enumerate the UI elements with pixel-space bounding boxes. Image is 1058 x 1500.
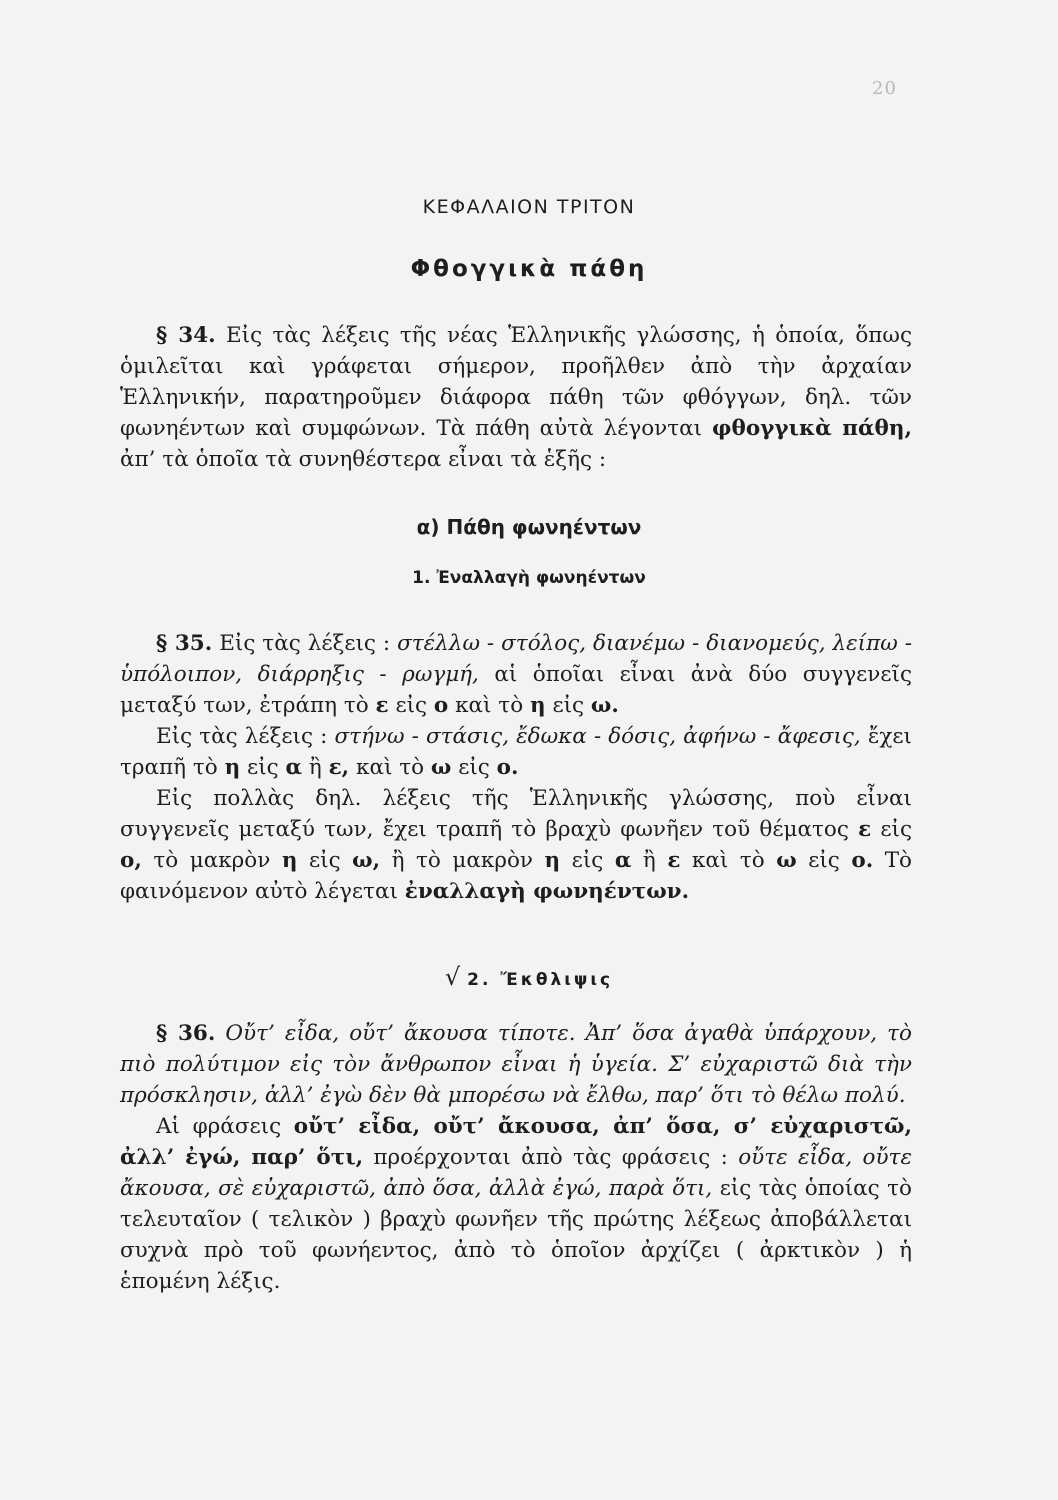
letter: η bbox=[529, 693, 546, 718]
letter: ο bbox=[433, 693, 449, 718]
letter: ω, bbox=[352, 848, 381, 873]
letter: ω. bbox=[590, 693, 619, 718]
subsection-heading-1: 1. Ἐναλλαγὴ φωνηέντων bbox=[412, 568, 646, 588]
paragraph-35 bbox=[120, 628, 912, 907]
text: Εἰς τὰς λέξεις : bbox=[212, 631, 398, 656]
text: εἰς bbox=[451, 755, 497, 780]
term: φθογγικὰ πάθη, bbox=[712, 416, 912, 441]
text: Αἱ φράσεις bbox=[156, 1114, 294, 1139]
term: οὔτ’ εἶδα, οὔτ’ ἄκουσα, ἀπ’ ὅσα, σ’ εὐχαριστῶ, ἀλλ’ ἐγώ, παρ’ ὅτι, bbox=[120, 1114, 913, 1170]
letter: α bbox=[614, 848, 632, 873]
subsection-heading-2 bbox=[0, 963, 1058, 991]
text: εἰς bbox=[796, 848, 852, 873]
chapter-heading: ΚΕΦΑΛΑΙΟΝ ΤΡΙΤΟΝ bbox=[422, 196, 636, 218]
letter: ο. bbox=[496, 755, 519, 780]
page-number: 20 bbox=[872, 78, 897, 99]
example: οὔτε εἶδα, οὔτε ἄκουσα, σὲ εὐχαριστῶ, ἀπὸ ὅσα, ἀλλὰ ἐγώ, παρὰ ὅτι, bbox=[120, 1145, 912, 1201]
letter: ε, bbox=[328, 755, 350, 780]
term: ἐναλλαγὴ φωνηέντων. bbox=[404, 879, 690, 904]
letter: ε bbox=[375, 693, 389, 718]
letter: ο. bbox=[851, 848, 874, 873]
text: ἢ bbox=[302, 755, 329, 780]
text: καὶ τὸ bbox=[349, 755, 431, 780]
section-number: § 36. bbox=[156, 1021, 216, 1046]
section-number: § 35. bbox=[156, 631, 213, 656]
example: στέλλω - στόλος, διανέμω - διανομεύς, λείπω - ὑπόλοιπον, διάρρηξις - ρωγμή, bbox=[120, 631, 912, 687]
text: ἀπ’ τὰ ὁποῖα τὰ συνηθέστερα εἶναι τὰ ἑξῆς : bbox=[120, 447, 607, 472]
letter: η bbox=[281, 848, 298, 873]
letter: ω bbox=[776, 848, 797, 873]
example: στήνω - στάσις, ἔδωκα - δόσις, ἀφήνω - ἄφεσις, bbox=[334, 724, 861, 749]
text: εἰς bbox=[545, 693, 591, 718]
text: ἢ τὸ μακρὸν bbox=[380, 848, 545, 873]
section-number: § 34. bbox=[156, 323, 216, 348]
letter: ο, bbox=[120, 848, 142, 873]
text: εἰς τὰς ὁποίας τὸ τελευταῖον ( τελικὸν ) βραχὺ φωνῆεν τῆς πρώτης λέξεως ἀποβάλλεται συχνὰ πρὸ τοῦ φωνήεντος, ἀπὸ τὸ ὁποῖον ἀρχίζει ( ἀρκτικὸν ) ἡ ἑπομένη λέξις. bbox=[120, 1176, 913, 1294]
text: καὶ τὸ bbox=[448, 693, 530, 718]
subsection-heading-2-text: 2. Ἔκθλιψις bbox=[467, 970, 614, 990]
subsection-heading-a: α) Πάθη φωνηέντων bbox=[416, 515, 642, 539]
text: προέρχονται ἀπὸ τὰς φράσεις : bbox=[363, 1145, 739, 1170]
text: Εἰς τὰς λέξεις τῆς νέας Ἑλληνικῆς γλώσσης, ἡ ὁποία, ὅπως ὁμιλεῖται καὶ γράφεται σήμερον, προῆλθεν ἀπὸ τὴν ἀρχαίαν Ἑλληνικήν, παρατηροῦμεν διάφορα πάθη τῶν φθόγγων, δηλ. τῶν φωνηέντων καὶ συμφώνων. Τὰ πάθη αὐτὰ λέγονται bbox=[120, 323, 912, 441]
text: εἰς bbox=[388, 693, 434, 718]
page-title: Φθογγικὰ πάθη bbox=[410, 256, 648, 282]
text: εἰς bbox=[297, 848, 353, 873]
letter: α bbox=[285, 755, 303, 780]
letter: η bbox=[544, 848, 561, 873]
text: εἰς bbox=[240, 755, 286, 780]
example: Οὔτ’ εἶδα, οὔτ’ ἄκουσα τίποτε. Ἀπ’ ὅσα ἀγαθὰ ὑπάρχουν, τὸ πιὸ πολύτιμον εἰς τὸν ἄνθρωπον εἶναι ἡ ὑγεία. Σ’ εὐχαριστῶ διὰ τὴν πρόσκλησιν, ἀλλ’ ἐγὼ δὲν θὰ μπορέσω νὰ ἔλθω, παρ’ ὅτι τὸ θέλω πολύ. bbox=[120, 1021, 912, 1108]
text: ἢ bbox=[631, 848, 668, 873]
letter: η bbox=[224, 755, 241, 780]
text: αἱ ὁποῖαι εἶναι ἀνὰ δύο συγγενεῖς μεταξύ των, ἐτράπη τὸ bbox=[120, 662, 912, 718]
letter: ω bbox=[430, 755, 452, 780]
text: τὸ μακρὸν bbox=[141, 848, 282, 873]
text: Εἰς πολλὰς δηλ. λέξεις τῆς Ἑλληνικῆς γλώσσης, ποὺ εἶναι συγγενεῖς μεταξύ των, ἔχει τραπῆ τὸ βραχὺ φωνῆεν τοῦ θέματος bbox=[120, 786, 912, 842]
paragraph-34 bbox=[120, 320, 912, 475]
text: εἰς bbox=[560, 848, 615, 873]
paragraph-36 bbox=[120, 1018, 912, 1297]
text: Εἰς τὰς λέξεις : bbox=[156, 724, 335, 749]
text: Τὸ φαινόμενον αὐτὸ λέγεται bbox=[120, 848, 912, 904]
text: εἰς bbox=[871, 817, 913, 842]
checkmark-annotation: √ bbox=[444, 963, 464, 991]
letter: ε bbox=[667, 848, 681, 873]
text: ἔχει τραπῆ τὸ bbox=[120, 724, 912, 780]
letter: ε bbox=[858, 817, 872, 842]
text: καὶ τὸ bbox=[680, 848, 777, 873]
